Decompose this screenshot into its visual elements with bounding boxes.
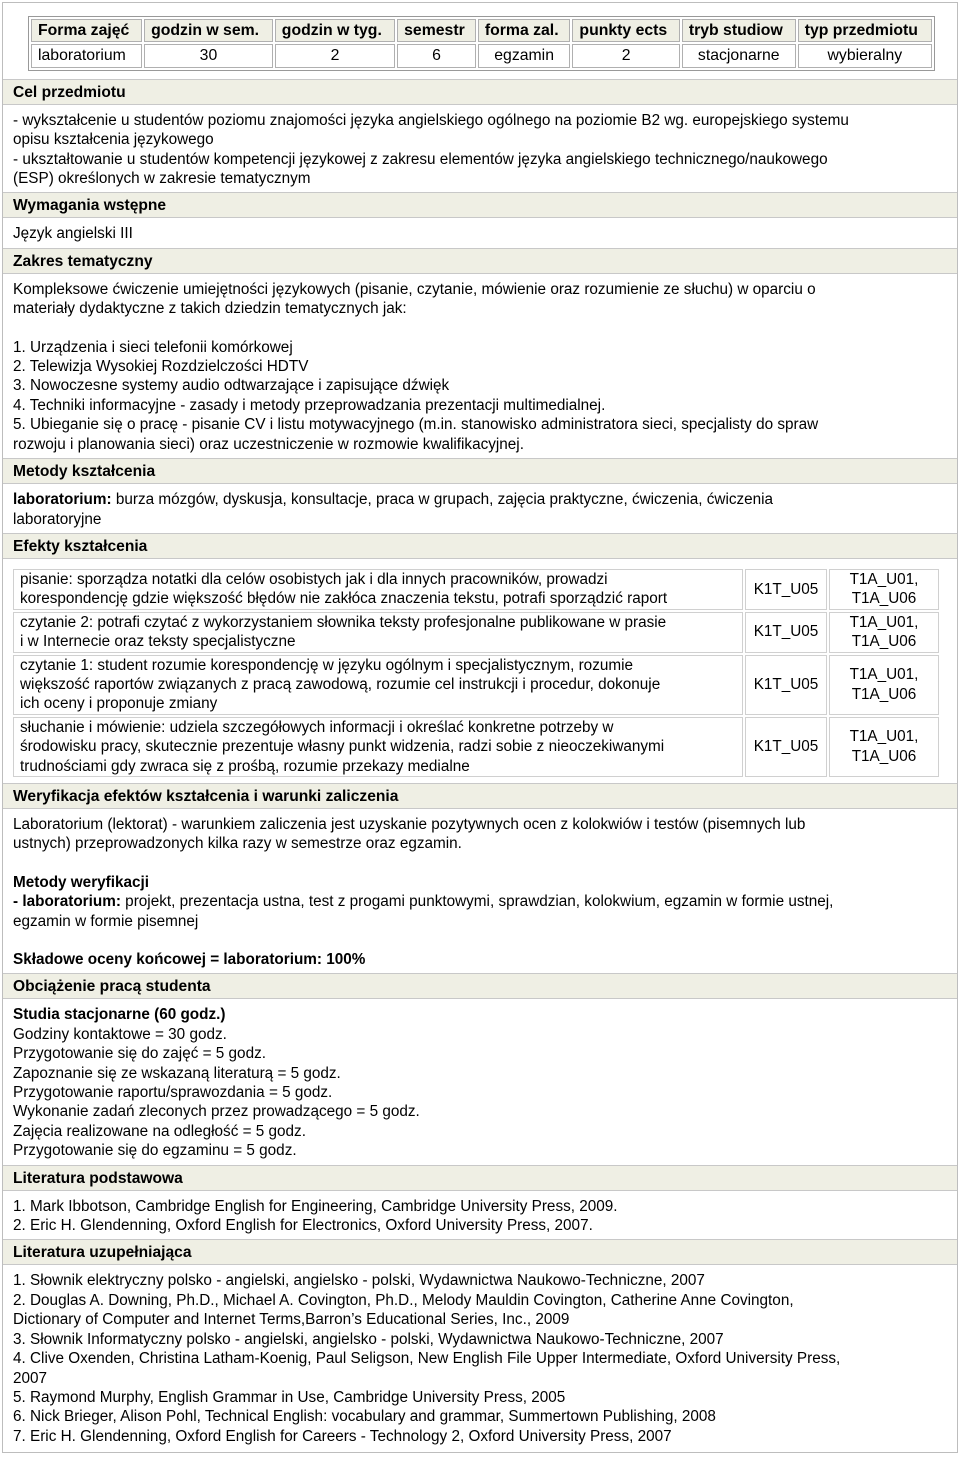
syllabus-page <box>2 2 958 1453</box>
topic-item: 2. Telewizja Wysokiej Rozdzielczości HDTV <box>13 358 309 376</box>
section-title-literatura-podstawowa: Literatura podstawowa <box>3 1165 957 1191</box>
text-line: Przygotowanie się do egzaminu = 5 godz. <box>13 1142 297 1160</box>
section-body-wymagania <box>3 218 957 247</box>
list-item: 1. Mark Ibbotson, Cambridge English for Engineering, Cambridge University Press, 2009. <box>13 1197 618 1215</box>
course-info-table <box>28 16 935 71</box>
topic-item: 4. Techniki informacyjne - zasady i metody przeprowadzania prezentacji multimedialnej. <box>13 396 606 414</box>
section-body-literatura-uzupelniajaca <box>3 1265 957 1452</box>
metody-label: laboratorium: <box>13 491 112 509</box>
text-line: Godziny kontaktowe = 30 godz. <box>13 1025 227 1043</box>
obciazenie-subtitle: Studia stacjonarne (60 godz.) <box>13 1006 226 1024</box>
header-cell: punkty ects <box>572 19 679 42</box>
list-item: 2007 <box>13 1369 48 1387</box>
text-line: ustnych) przeprowadzonych kilka razy w semestrze oraz egzamin. <box>13 835 462 853</box>
text-line: (ESP) określonych w zakresie tematycznym <box>13 170 311 188</box>
list-item: 1. Słownik elektryczny polsko - angielski, angielsko - polski, Wydawnictwa Naukowo-Techniczne, 2007 <box>13 1272 705 1290</box>
text-line: opisu kształcenia językowego <box>13 131 214 149</box>
list-item: 2. Eric H. Glendenning, Oxford English for Electronics, Oxford University Press, 2007. <box>13 1217 593 1235</box>
header-cell: forma zal. <box>478 19 571 42</box>
list-item: 3. Słownik Informatyczny polsko - angielski, angielsko - polski, Wydawnictwa Naukowo-Techniczne, 2007 <box>13 1330 724 1348</box>
section-body-literatura-podstawowa <box>3 1191 957 1240</box>
text-line: Zapoznanie się ze wskazaną literaturą = 5 godz. <box>13 1064 341 1082</box>
section-title-obciazenie: Obciążenie pracą studenta <box>3 973 957 999</box>
table-row <box>13 655 939 715</box>
text-line: Kompleksowe ćwiczenie umiejętności językowych (pisanie, czytanie, mówienie oraz rozumienie ze słuchu) w oparciu o <box>13 280 816 298</box>
text-line: - wykształcenie u studentów poziomu znajomości języka angielskiego ogólnego na poziomie B2 wg. europejskiego systemu <box>13 111 849 129</box>
text-line <box>13 892 947 911</box>
section-body-cel <box>3 105 957 193</box>
effect-reference: T1A_U01, T1A_U06 <box>829 612 939 653</box>
text-line <box>13 490 947 509</box>
topic-item: 1. Urządzenia i sieci telefonii komórkowej <box>13 338 293 356</box>
effect-code: K1T_U05 <box>745 717 827 777</box>
header-cell: godzin w sem. <box>144 19 273 42</box>
value-cell: 30 <box>144 44 273 67</box>
section-title-metody: Metody kształcenia <box>3 458 957 484</box>
text-line: Zajęcia realizowane na odległość = 5 godz. <box>13 1122 306 1140</box>
effect-code: K1T_U05 <box>745 569 827 610</box>
header-cell: godzin w tyg. <box>275 19 395 42</box>
effects-table <box>11 567 941 779</box>
list-item: 4. Clive Oxenden, Christina Latham-Koenig, Paul Seligson, New English File Upper Intermediate, Oxford University Press, <box>13 1350 841 1368</box>
value-cell: stacjonarne <box>682 44 796 67</box>
skladowe-oceny: Składowe oceny końcowej = laboratorium: 100% <box>13 951 366 968</box>
topic-item: rozwoju i planowania sieci) oraz uczestniczenie w rozmowie kwalifikacyjnej. <box>13 435 524 453</box>
topic-item: 5. Ubieganie się o pracę - pisanie CV i listu motywacyjnego (m.in. stanowisko administratora sieci, specjalisty do spraw <box>13 416 819 434</box>
text-line: Przygotowanie się do zajęć = 5 godz. <box>13 1045 266 1063</box>
table-row <box>13 569 939 610</box>
text-line: Przygotowanie raportu/sprawozdania = 5 godz. <box>13 1084 333 1102</box>
header-cell: semestr <box>397 19 476 42</box>
list-item: Dictionary of Computer and Internet Terms,Barron’s Educational Series, Inc., 2009 <box>13 1311 570 1329</box>
section-body-zakres <box>3 274 957 458</box>
table-row <box>13 612 939 653</box>
value-cell: 2 <box>275 44 395 67</box>
value-cell: 6 <box>397 44 476 67</box>
effect-description: czytanie 2: potrafi czytać z wykorzystaniem słownika teksty profesjonalne publikowane w prasie i w Internecie oraz teksty specjalistyczne <box>13 612 743 653</box>
metody-weryfikacji-title: Metody weryfikacji <box>13 873 150 891</box>
section-body-weryfikacja <box>3 809 957 973</box>
section-title-zakres: Zakres tematyczny <box>3 248 957 274</box>
effect-description: słuchanie i mówienie: udziela szczegółowych informacji i określać konkretne potrzeby w środowisku pracy, skutecznie prezentuje własny punkt widzenia, radzi sobie z nieoczekiwanymi trudnościami gdy zwraca się z prośbą, rozumie przekazy medialne <box>13 717 743 777</box>
effect-description: czytanie 1: student rozumie korespondencję w języku ogólnym i specjalistycznym, rozumie większość raportów związanych z pracą zawodową, rozumie cel instrukcji i procedur, dokonuje ich oceny i proponuje zmiany <box>13 655 743 715</box>
effect-code: K1T_U05 <box>745 655 827 715</box>
table-row <box>13 717 939 777</box>
effect-reference: T1A_U01, T1A_U06 <box>829 717 939 777</box>
section-title-weryfikacja: Weryfikacja efektów kształcenia i warunki zaliczenia <box>3 783 957 809</box>
effect-reference: T1A_U01, T1A_U06 <box>829 655 939 715</box>
value-cell: egzamin <box>478 44 571 67</box>
header-cell: typ przedmiotu <box>798 19 932 42</box>
metody-text: burza mózgów, dyskusja, konsultacje, praca w grupach, zajęcia praktyczne, ćwiczenia, ćwiczenia <box>111 491 774 509</box>
list-item: 7. Eric H. Glendenning, Oxford English for Careers - Technology 2, Oxford University Press, 2007 <box>13 1427 672 1445</box>
effect-reference: T1A_U01, T1A_U06 <box>829 569 939 610</box>
section-body-efekty <box>3 559 957 783</box>
section-title-efekty: Efekty kształcenia <box>3 533 957 559</box>
text-line: egzamin w formie pisemnej <box>13 912 199 930</box>
weryfikacja-label: - laboratorium: <box>13 893 121 911</box>
value-cell: laboratorium <box>31 44 142 67</box>
text-line: laboratoryjne <box>13 510 102 528</box>
value-cell: 2 <box>572 44 679 67</box>
text-line: Język angielski III <box>13 225 133 243</box>
list-item: 6. Nick Brieger, Alison Pohl, Technical English: vocabulary and grammar, Summertown Publishing, 2008 <box>13 1408 716 1426</box>
effect-code: K1T_U05 <box>745 612 827 653</box>
text-line: - ukształtowanie u studentów kompetencji językowej z zakresu elementów języka angielskiego technicznego/naukowego <box>13 150 828 168</box>
info-table-wrap <box>3 3 957 79</box>
list-item: 2. Douglas A. Downing, Ph.D., Michael A. Covington, Ph.D., Melody Mauldin Covington, Catherine Anne Covington, <box>13 1291 794 1309</box>
section-title-cel: Cel przedmiotu <box>3 79 957 105</box>
value-cell: wybieralny <box>798 44 932 67</box>
text-line: Laboratorium (lektorat) - warunkiem zaliczenia jest uzyskanie pozytywnych ocen z kolokwiów i testów (pisemnych lub <box>13 815 806 833</box>
section-title-literatura-uzupelniajaca: Literatura uzupełniająca <box>3 1239 957 1265</box>
list-item: 5. Raymond Murphy, English Grammar in Use, Cambridge University Press, 2005 <box>13 1388 566 1406</box>
section-body-obciazenie <box>3 999 957 1164</box>
effect-description: pisanie: sporządza notatki dla celów osobistych jak i dla innych pracowników, prowadzi korespondencję gdzie większość błędów nie zakłóca znaczenia tekstu, potrafi sporządzić raport <box>13 569 743 610</box>
info-table-header-row <box>31 19 932 42</box>
header-cell: tryb studiow <box>682 19 796 42</box>
text-line: Wykonanie zadań zleconych przez prowadzącego = 5 godz. <box>13 1103 420 1121</box>
info-table-row <box>31 44 932 67</box>
topic-item: 3. Nowoczesne systemy audio odtwarzające i zapisujące dźwięk <box>13 377 450 395</box>
section-body-metody <box>3 484 957 533</box>
weryfikacja-text: projekt, prezentacja ustna, test z progami punktowymi, sprawdzian, kolokwium, egzamin w formie ustnej, <box>120 893 834 911</box>
section-title-wymagania: Wymagania wstępne <box>3 192 957 218</box>
header-cell: Forma zajęć <box>31 19 142 42</box>
text-line: materiały dydaktyczne z takich dziedzin tematycznych jak: <box>13 300 407 318</box>
